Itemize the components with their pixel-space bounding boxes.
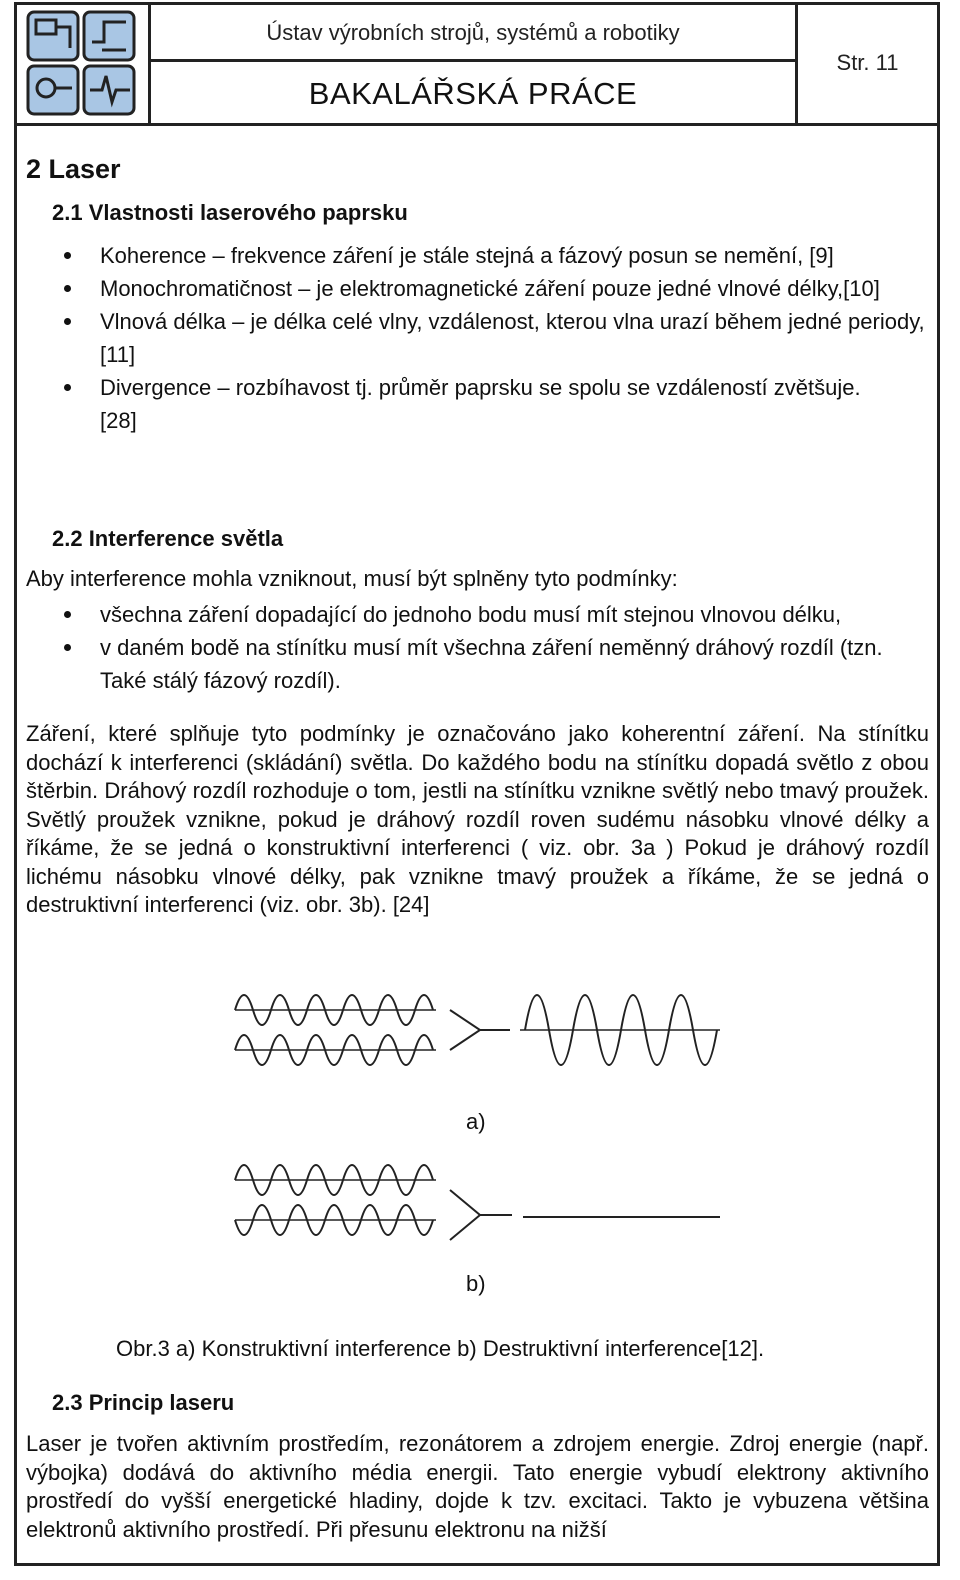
figure-caption: Obr.3 a) Konstruktivní interference b) Destruktivní interference[12]. <box>116 1336 765 1361</box>
section-title-2-3: 2.3 Princip laseru <box>52 1390 235 1415</box>
section-title-2-2: 2.2 Interference světla <box>52 526 284 551</box>
figure-label-a: a) <box>466 1109 486 1134</box>
list-item: Vlnová délka – je délka celé vlny, vzdálenost, kterou vlna urazí během jedné periody, [11] <box>26 305 931 371</box>
page-number: Str. 11 <box>836 50 899 75</box>
interference-diagram <box>200 965 760 1305</box>
laser-principle-paragraph: Laser je tvořen aktivním prostředím, rezonátorem a zdrojem energie. Zdroj energie (např. výbojka) dodává do aktivního média energii. Tato energie vybudí elektrony aktivního prostředí do vyšší energetické hladiny, dojde k tzv. excitaci. Takto je vybuzena většina elektronů aktivního prostředí. Při přesunu elektronu na nižší <box>26 1431 929 1542</box>
list-item: v daném bodě na stínítku musí mít všechna záření neměnný dráhový rozdíl (tzn. Také stálý fázový rozdíl). <box>26 631 931 697</box>
figure-label-b: b) <box>466 1271 486 1296</box>
section-title-2-1: 2.1 Vlastnosti laserového paprsku <box>52 200 408 225</box>
chapter-title: 2 Laser <box>26 154 121 184</box>
interference-conditions-list <box>26 598 931 697</box>
logo-cell <box>14 2 151 123</box>
merge-arrow-b <box>450 1190 480 1240</box>
list-item: Monochromatičnost – je elektromagnetické záření pouze jedné vlnové délky,[10] <box>26 272 900 305</box>
title-cell <box>151 2 798 123</box>
interference-figure <box>200 965 760 1305</box>
list-item: všechna záření dopadající do jednoho bodu musí mít stejnou vlnovou délku, <box>26 598 931 631</box>
laser-properties-list <box>26 239 931 437</box>
institute-logo-icon <box>14 2 148 123</box>
interference-paragraph: Záření, které splňuje tyto podmínky je označováno jako koherentní záření. Na stínítku dochází k interferenci (skládání) světla. Do každého bodu na stínítku dopadá světlo z obou štěrbin. Dráhový rozdíl rozhoduje o tom, jestli na stínítku vznikne světlý nebo tmavý proužek. Světlý proužek vznikne, pokud je dráhový rozdíl roven sudému násobku vlnové délky a říkáme, že se jedná o konstruktivní interferenci ( viz. obr. 3a ) Pokud je dráhový rozdíl lichému násobku vlnové délky, pak vznikne tmavý proužek a říkáme, že se jedná o destruktivní interferenci (viz. obr. 3b). [24] <box>26 721 929 917</box>
institute-name: Ústav výrobních strojů, systémů a robotiky <box>151 2 795 62</box>
page-header <box>14 2 940 126</box>
document-type: BAKALÁŘSKÁ PRÁCE <box>308 76 638 111</box>
list-item: Divergence – rozbíhavost tj. průměr paprsku se spolu se vzdáleností zvětšuje.[28] <box>26 371 880 437</box>
interference-intro: Aby interference mohla vzniknout, musí být splněny tyto podmínky: <box>26 566 678 591</box>
merge-arrow-a <box>450 1010 480 1050</box>
list-item: Koherence – frekvence záření je stále stejná a fázový posun se nemění, [9] <box>26 239 931 272</box>
